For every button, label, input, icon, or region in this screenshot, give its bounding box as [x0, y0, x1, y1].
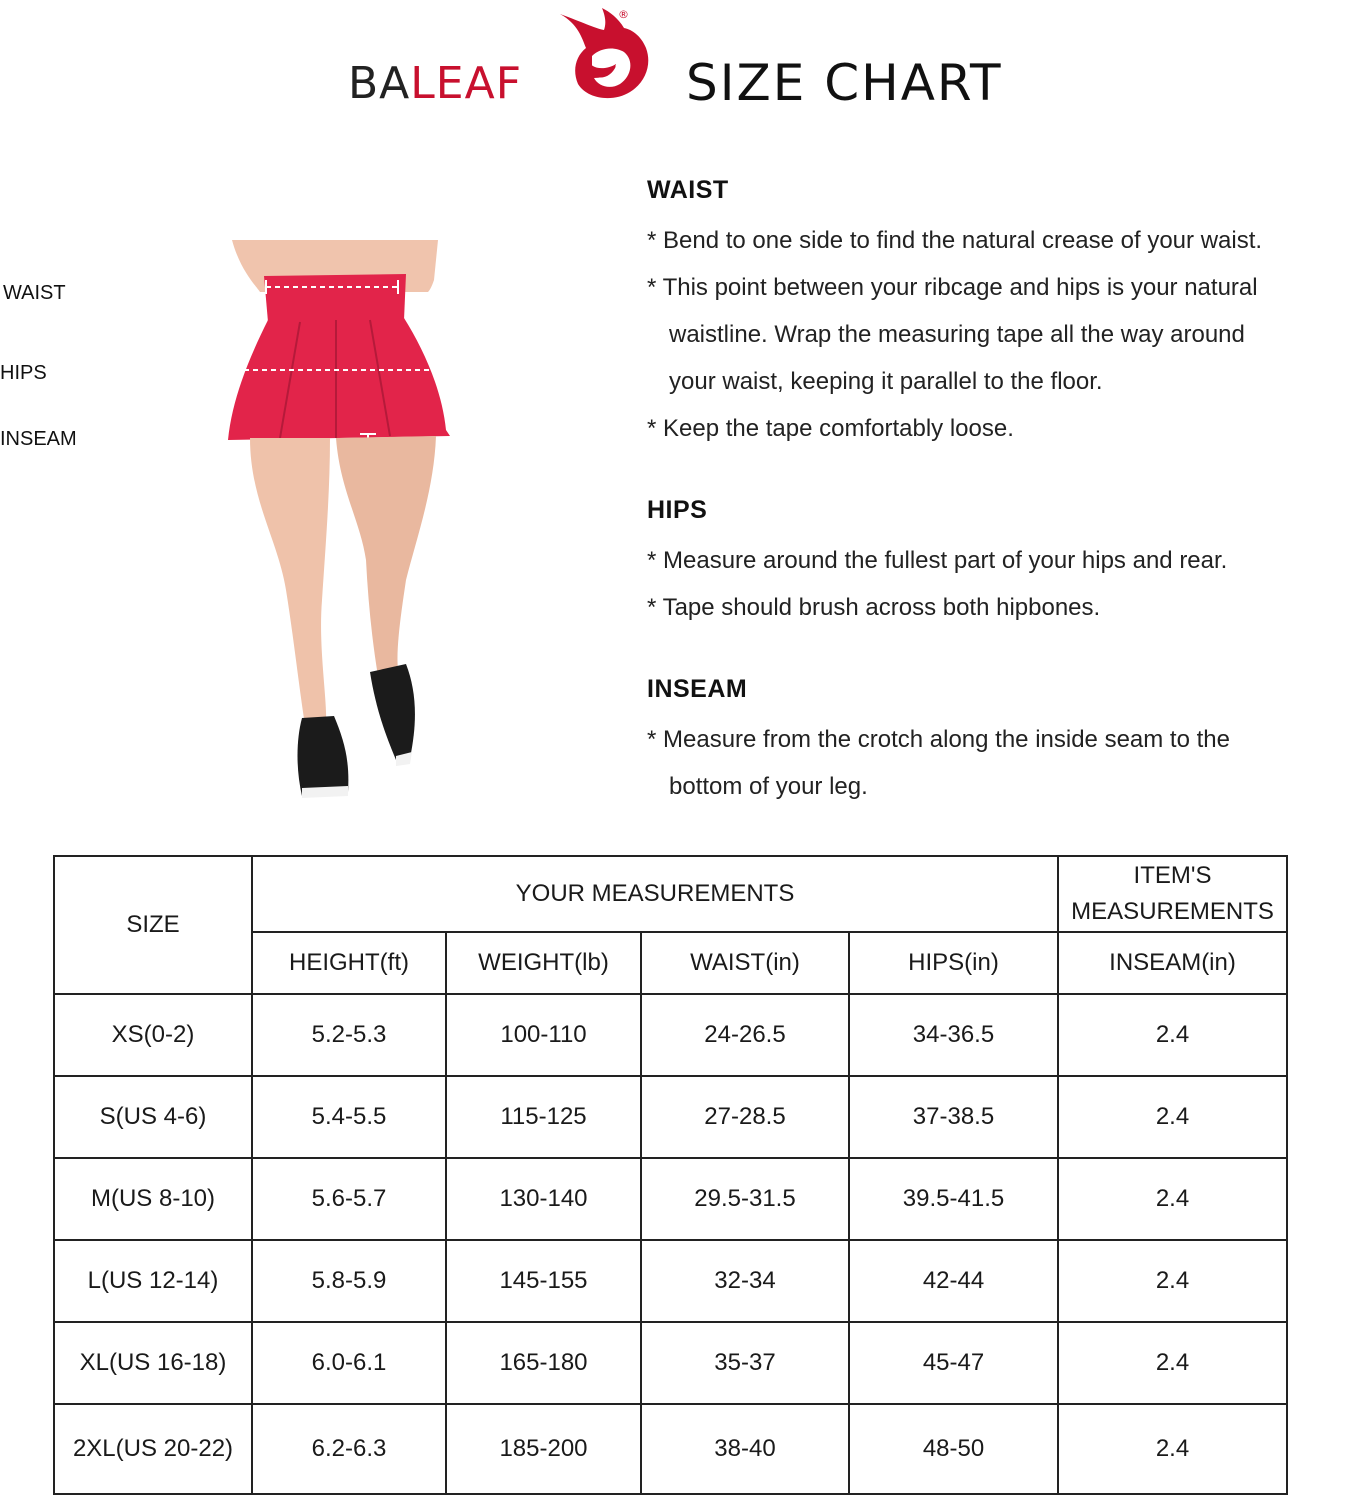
items-measurements-header: [1058, 856, 1287, 932]
hips-cell: 39.5-41.5: [849, 1158, 1058, 1240]
height-cell: 5.8-5.9: [252, 1240, 446, 1322]
inseam-cell: 2.4: [1058, 1158, 1287, 1240]
page-title: SIZE CHART: [686, 54, 1003, 112]
hips-line-2: * Tape should brush across both hipbones.: [647, 594, 1101, 621]
table-row: [54, 1404, 1287, 1494]
size-cell: XL(US 16-18): [54, 1322, 252, 1404]
waist-cell: 35-37: [641, 1322, 849, 1404]
hips-instructions: [647, 496, 1346, 631]
size-cell: S(US 4-6): [54, 1076, 252, 1158]
waist-cell: 32-34: [641, 1240, 849, 1322]
measurement-instructions: [647, 176, 1346, 836]
brand-text-part1: BA: [348, 58, 411, 109]
figure-label-hips: HIPS: [0, 362, 47, 384]
hips-cell: 34-36.5: [849, 994, 1058, 1076]
table-row: [54, 1076, 1287, 1158]
height-cell: 5.4-5.5: [252, 1076, 446, 1158]
hips-cell: 37-38.5: [849, 1076, 1058, 1158]
waist-line-2: * This point between your ribcage and hips is your natural: [647, 274, 1258, 301]
brand-logo-text: [348, 58, 522, 109]
waist-line-1: * Bend to one side to find the natural crease of your waist.: [647, 227, 1263, 254]
weight-cell: 185-200: [446, 1404, 641, 1494]
waist-cell: 38-40: [641, 1404, 849, 1494]
height-cell: 6.0-6.1: [252, 1322, 446, 1404]
size-cell: L(US 12-14): [54, 1240, 252, 1322]
model-shoe-right: [370, 664, 415, 760]
inseam-cell: 2.4: [1058, 1322, 1287, 1404]
size-cell: M(US 8-10): [54, 1158, 252, 1240]
inseam-cell: 2.4: [1058, 994, 1287, 1076]
hips-cell: 48-50: [849, 1404, 1058, 1494]
waist-cell: 27-28.5: [641, 1076, 849, 1158]
waist-cell: 29.5-31.5: [641, 1158, 849, 1240]
size-column-header: SIZE: [54, 856, 252, 994]
height-cell: 5.2-5.3: [252, 994, 446, 1076]
inseam-cell: 2.4: [1058, 1240, 1287, 1322]
column-header-hips: HIPS(in): [849, 932, 1058, 994]
table-row: [54, 994, 1287, 1076]
weight-cell: 165-180: [446, 1322, 641, 1404]
waist-section-title: WAIST: [647, 176, 729, 204]
skort-waistband: [264, 274, 406, 322]
inseam-line-2: bottom of your leg.: [669, 773, 868, 800]
hips-line-1: * Measure around the fullest part of your hips and rear.: [647, 547, 1228, 574]
hips-cell: 42-44: [849, 1240, 1058, 1322]
inseam-cell: 2.4: [1058, 1076, 1287, 1158]
model-leg-left: [250, 438, 330, 732]
inseam-cell: 2.4: [1058, 1404, 1287, 1494]
column-header-inseam: INSEAM(in): [1058, 932, 1287, 994]
waist-cell: 24-26.5: [641, 994, 849, 1076]
figure-label-inseam: INSEAM: [0, 428, 77, 450]
figure-label-waist: WAIST: [3, 282, 66, 304]
column-header-weight: WEIGHT(lb): [446, 932, 641, 994]
weight-cell: 130-140: [446, 1158, 641, 1240]
model-wearing-skort-image: [210, 240, 470, 805]
weight-cell: 115-125: [446, 1076, 641, 1158]
height-cell: 5.6-5.7: [252, 1158, 446, 1240]
baleaf-leaf-logo-icon: [548, 4, 658, 104]
size-cell: 2XL(US 20-22): [54, 1404, 252, 1494]
waist-line-4: your waist, keeping it parallel to the floor.: [669, 368, 1103, 395]
your-measurements-header: YOUR MEASUREMENTS: [252, 856, 1058, 932]
weight-cell: 100-110: [446, 994, 641, 1076]
weight-cell: 145-155: [446, 1240, 641, 1322]
inseam-instructions: [647, 675, 1346, 810]
inseam-section-title: INSEAM: [647, 675, 748, 703]
items-measurements-header-line2: MEASUREMENTS: [1071, 898, 1274, 925]
model-leg-right: [336, 436, 436, 676]
height-cell: 6.2-6.3: [252, 1404, 446, 1494]
registered-mark: ®: [618, 8, 629, 21]
size-cell: XS(0-2): [54, 994, 252, 1076]
inseam-line-1: * Measure from the crotch along the inside seam to the: [647, 726, 1230, 753]
model-shoe-left: [298, 716, 349, 796]
waist-instructions: [647, 176, 1346, 452]
column-header-waist: WAIST(in): [641, 932, 849, 994]
table-row: [54, 1322, 1287, 1404]
waist-line-3: waistline. Wrap the measuring tape all the way around: [669, 321, 1245, 348]
size-chart-table: [53, 855, 1288, 1495]
table-row: [54, 1158, 1287, 1240]
column-header-height: HEIGHT(ft): [252, 932, 446, 994]
waist-line-5: * Keep the tape comfortably loose.: [647, 415, 1014, 442]
items-measurements-header-line1: ITEM'S: [1133, 862, 1212, 889]
hips-section-title: HIPS: [647, 496, 708, 524]
table-row: [54, 1240, 1287, 1322]
brand-text-part2: LEAF: [410, 58, 523, 109]
hips-cell: 45-47: [849, 1322, 1058, 1404]
skort-body: [228, 318, 450, 440]
